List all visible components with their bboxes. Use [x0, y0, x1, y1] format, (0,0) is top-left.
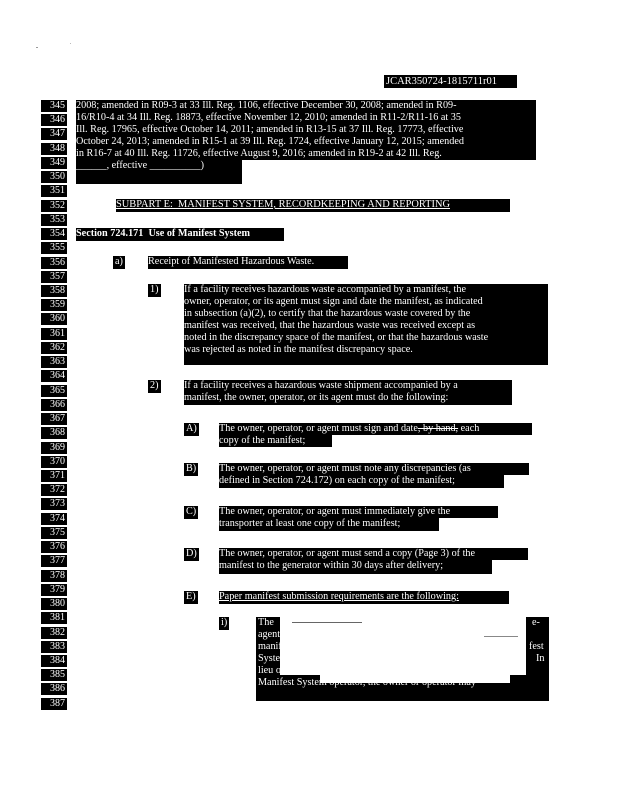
- line-number: 385: [41, 669, 67, 681]
- line-number: 377: [41, 555, 67, 567]
- para-1-line: was rejected as noted in the manifest discrepancy space.: [184, 344, 548, 365]
- line-number: 365: [41, 385, 67, 397]
- line-number: 376: [41, 541, 67, 553]
- para-i-fragment: fest: [529, 641, 544, 652]
- history-note-line: 16/R10-4 at 34 Ill. Reg. 18873, effective November 12, 2010; amended in R11-2/R11-16 at 35: [76, 112, 536, 124]
- line-number: 364: [41, 370, 67, 382]
- para-1-label: 1): [150, 284, 159, 295]
- line-number: 372: [41, 484, 67, 496]
- history-note-line: ______, effective __________): [76, 160, 242, 184]
- para-i-fragment: The: [258, 617, 274, 628]
- line-number: 349: [41, 157, 67, 169]
- line-number: 374: [41, 513, 67, 525]
- history-note-line: Ill. Reg. 17965, effective October 14, 2011; amended in R13-15 at 37 Ill. Reg. 17773, effective: [76, 124, 536, 136]
- para-A-line1: [219, 423, 532, 435]
- para-D-line: The owner, operator, or agent must send a copy (Page 3) of the: [219, 548, 528, 560]
- para-B-line: The owner, operator, or agent must note any discrepancies (as: [219, 463, 529, 475]
- para-A-line1-pre: The owner, operator, or agent must sign and date: [219, 423, 418, 434]
- history-note-line: 2008; amended in R09-3 at 33 Ill. Reg. 1106, effective December 30, 2008; amended in R09-: [76, 100, 536, 112]
- line-number: 366: [41, 399, 67, 411]
- scan-speck: [70, 43, 71, 44]
- para-i-fragment: agent m: [258, 629, 291, 640]
- para-2-label: 2): [150, 380, 159, 391]
- para-i-fragment: System: [258, 653, 289, 664]
- para-A-line1-post: each: [458, 423, 480, 434]
- line-number: 371: [41, 470, 67, 482]
- para-1-line: noted in the discrepancy space of the manifest, or that the hazardous waste: [184, 332, 548, 344]
- line-number: 345: [41, 100, 67, 112]
- line-number: 367: [41, 413, 67, 425]
- para-A-label: A): [186, 423, 197, 434]
- line-number: 370: [41, 456, 67, 468]
- history-note-line: in R16-7 at 40 Ill. Reg. 11726, effective August 9, 2016; amended in R19-2 at 42 Ill. Reg.: [76, 148, 536, 160]
- line-number: 361: [41, 328, 67, 340]
- para-B-label: B): [186, 463, 197, 474]
- line-number: 381: [41, 612, 67, 624]
- line-number: 362: [41, 342, 67, 354]
- line-number: 380: [41, 598, 67, 610]
- line-number: 369: [41, 442, 67, 454]
- para-1-line: If a facility receives hazardous waste accompanied by a manifest, the: [184, 284, 548, 296]
- line-number: 347: [41, 128, 67, 140]
- para-2-line: If a facility receives a hazardous waste shipment accompanied by a: [184, 380, 512, 392]
- para-i-fragment: e-: [532, 617, 540, 628]
- para-2-line: manifest, the owner, operator, or its agent must do the following:: [184, 392, 512, 405]
- para-1-line: manifest was received, that the hazardous waste was received except as: [184, 320, 548, 332]
- history-note-line: October 24, 2013; amended in R15-1 at 39 Ill. Reg. 1724, effective January 12, 2015; amended: [76, 136, 536, 148]
- line-number: 378: [41, 570, 67, 582]
- para-a-label: a): [115, 256, 123, 267]
- line-number: 352: [41, 200, 67, 212]
- line-number: 375: [41, 527, 67, 539]
- para-B-line: defined in Section 724.172) on each copy of the manifest;: [219, 475, 504, 488]
- line-number: 387: [41, 698, 67, 710]
- para-i-line5-post: paper copy to the e-: [393, 665, 478, 676]
- para-C-line: The owner, operator, or agent must immediately give the: [219, 506, 498, 518]
- para-E-label: E): [186, 591, 196, 602]
- line-number: 348: [41, 143, 67, 155]
- para-A-line2: copy of the manifest;: [219, 435, 332, 447]
- line-number: 386: [41, 683, 67, 695]
- para-E-text: Paper manifest submission requirements are the following:: [219, 591, 509, 604]
- line-number: 363: [41, 356, 67, 368]
- line-number: 373: [41, 498, 67, 510]
- para-i-fragment: manifes: [258, 641, 291, 652]
- section-heading: Section 724.171 Use of Manifest System: [76, 228, 284, 241]
- line-number: 368: [41, 427, 67, 439]
- scan-speck: [292, 622, 362, 623]
- subpart-heading: SUBPART E: MANIFEST SYSTEM, RECORDKEEPING AND REPORTING: [116, 199, 510, 212]
- para-i-line5-pre: lieu of submitting the: [258, 665, 346, 676]
- document-id: JCAR350724-1815711r01: [384, 75, 517, 88]
- para-A-deleted-text: , by hand,: [417, 423, 459, 434]
- para-i-line6: Manifest System operator, the owner or operator may: [258, 677, 476, 688]
- line-number: 358: [41, 285, 67, 297]
- line-number: 379: [41, 584, 67, 596]
- para-i-block: [256, 617, 549, 701]
- para-1-line: in subsection (a)(2), to certify that the hazardous waste covered by the: [184, 308, 548, 320]
- line-number: 351: [41, 185, 67, 197]
- para-1-line: owner, operator, or its agent must sign and date the manifest, as indicated: [184, 296, 548, 308]
- scan-speck: [484, 636, 518, 637]
- para-a-text: Receipt of Manifested Hazardous Waste.: [148, 256, 348, 269]
- line-number: 355: [41, 242, 67, 254]
- line-number: 360: [41, 313, 67, 325]
- para-i-deleted-text: mailing this: [345, 665, 394, 676]
- para-C-label: C): [186, 506, 197, 517]
- para-C-line: transporter at least one copy of the manifest;: [219, 518, 439, 531]
- para-i-line5: [258, 665, 477, 677]
- para-D-label: D): [186, 548, 197, 559]
- line-number: 346: [41, 114, 67, 126]
- para-i-fragment: In: [536, 653, 545, 664]
- scan-speck: [36, 47, 38, 48]
- line-number: 359: [41, 299, 67, 311]
- para-i-label: i): [221, 617, 228, 628]
- line-number: 354: [41, 228, 67, 240]
- line-number: 384: [41, 655, 67, 667]
- line-number: 383: [41, 641, 67, 653]
- line-number: 356: [41, 257, 67, 269]
- line-number: 382: [41, 627, 67, 639]
- line-number: 350: [41, 171, 67, 183]
- para-D-line: manifest to the generator within 30 days after delivery;: [219, 560, 492, 574]
- line-number: 357: [41, 271, 67, 283]
- line-number: 353: [41, 214, 67, 226]
